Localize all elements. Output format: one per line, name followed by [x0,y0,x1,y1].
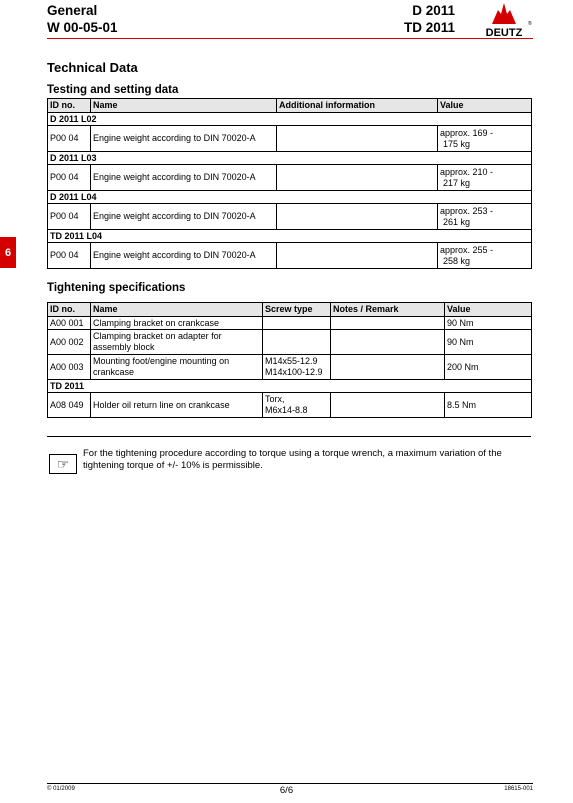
table-row [48,126,532,152]
note-box [47,436,531,477]
cell-screw [263,330,331,355]
cell-id: P00 04 [48,204,91,230]
table-row [48,317,532,330]
cell-name [91,330,263,355]
cell-info [277,165,438,191]
footer-code: 18615-001 [504,786,533,792]
cell-id: A00 003 [48,355,91,380]
cell-name: Engine weight according to DIN 70020-A [91,126,277,152]
cell-name: Clamping bracket on crankcase [91,317,263,330]
column-header: Name [91,99,277,113]
table-row [48,165,532,191]
testing-table [47,98,532,269]
screw-line-1: M14x55-12.9 [265,356,318,366]
cell-info [277,126,438,152]
header-divider [47,38,533,39]
value-line-2: 261 kg [443,216,471,227]
group-row [48,191,532,204]
group-label: TD 2011 [48,380,532,393]
cell-id: P00 04 [48,165,91,191]
cell-id: A08 049 [48,393,91,418]
header-doc-number: W 00-05-01 [47,20,118,35]
table-row [48,393,532,418]
column-header: Screw type [263,303,331,317]
cell-screw [263,393,331,418]
cell-value: 90 Nm [445,317,532,330]
table-row [48,355,532,380]
value-line-1: approx. 169 - [440,127,494,138]
cell-notes [331,317,445,330]
table-header-row [48,99,532,113]
cell-value [438,126,532,152]
header-engine-1: D 2011 [412,3,455,18]
value-line-1: approx. 255 - [440,244,494,255]
header-right [404,2,455,36]
column-header: Additional information [277,99,438,113]
cell-notes [331,393,445,418]
footer-divider [47,783,533,784]
deutz-logo [476,1,532,38]
value-line-2: 217 kg [443,177,471,188]
value-line-1: approx. 253 - [440,205,494,216]
cell-name: Engine weight according to DIN 70020-A [91,204,277,230]
cell-notes [331,330,445,355]
name-line-2: assembly block [93,342,155,352]
cell-info [277,204,438,230]
group-label: TD 2011 L04 [48,230,532,243]
page-number: 6/6 [279,785,294,796]
cell-value [438,204,532,230]
cell-name [91,355,263,380]
screw-line-1: Torx, [265,394,285,404]
group-row [48,230,532,243]
cell-id: A00 001 [48,317,91,330]
cell-value: 90 Nm [445,330,532,355]
column-header: Notes / Remark [331,303,445,317]
header-section: General [47,3,98,18]
cell-value: 200 Nm [445,355,532,380]
header-engine-2: TD 2011 [403,20,455,35]
cell-name: Holder oil return line on crankcase [91,393,263,418]
cell-screw [263,317,331,330]
column-header: Value [445,303,532,317]
group-row [48,152,532,165]
table-row [48,204,532,230]
name-line-1: Mounting foot/engine mounting on [93,356,230,366]
logo-registered-mark: ® [528,21,532,27]
logo-wordmark: DEUTZ [485,27,523,38]
table-row [48,243,532,269]
group-label: D 2011 L04 [48,191,532,204]
page-title: Technical Data [47,60,138,75]
column-header: ID no. [48,303,91,317]
group-row [48,380,532,393]
tightening-table [47,302,532,418]
cell-id: P00 04 [48,126,91,152]
name-line-1: Clamping bracket on adapter for [93,331,222,341]
section-title-testing: Testing and setting data [47,84,179,96]
table-header-row [48,303,532,317]
value-line-2: 175 kg [443,138,471,149]
cell-name: Engine weight according to DIN 70020-A [91,165,277,191]
footer-date: © 01/2009 [47,786,75,792]
cell-screw [263,355,331,380]
note-text: For the tightening procedure according to torque using a torque wrench, a maximum variation of the tightening torque of +/- 10% is permissible. [83,448,502,471]
cell-notes [331,355,445,380]
screw-line-2: M6x14-8.8 [265,405,308,415]
cell-id: A00 002 [48,330,91,355]
cell-value [438,165,532,191]
header-left [47,2,118,36]
column-header: Value [438,99,532,113]
group-label: D 2011 L02 [48,113,532,126]
section-title-tightening: Tightening specifications [47,282,186,294]
value-line-1: approx. 210 - [440,166,494,177]
cell-name: Engine weight according to DIN 70020-A [91,243,277,269]
cell-info [277,243,438,269]
chapter-tab: 6 [0,237,16,268]
group-label: D 2011 L03 [48,152,532,165]
cell-id: P00 04 [48,243,91,269]
group-row [48,113,532,126]
name-line-2: crankcase [93,367,135,377]
deutz-horse-icon [492,3,516,24]
screw-line-2: M14x100-12.9 [265,367,323,377]
cell-value [438,243,532,269]
table-row [48,330,532,355]
pointing-hand-icon: ☞ [49,454,77,474]
value-line-2: 258 kg [443,255,471,266]
cell-value: 8.5 Nm [445,393,532,418]
column-header: ID no. [48,99,91,113]
column-header: Name [91,303,263,317]
